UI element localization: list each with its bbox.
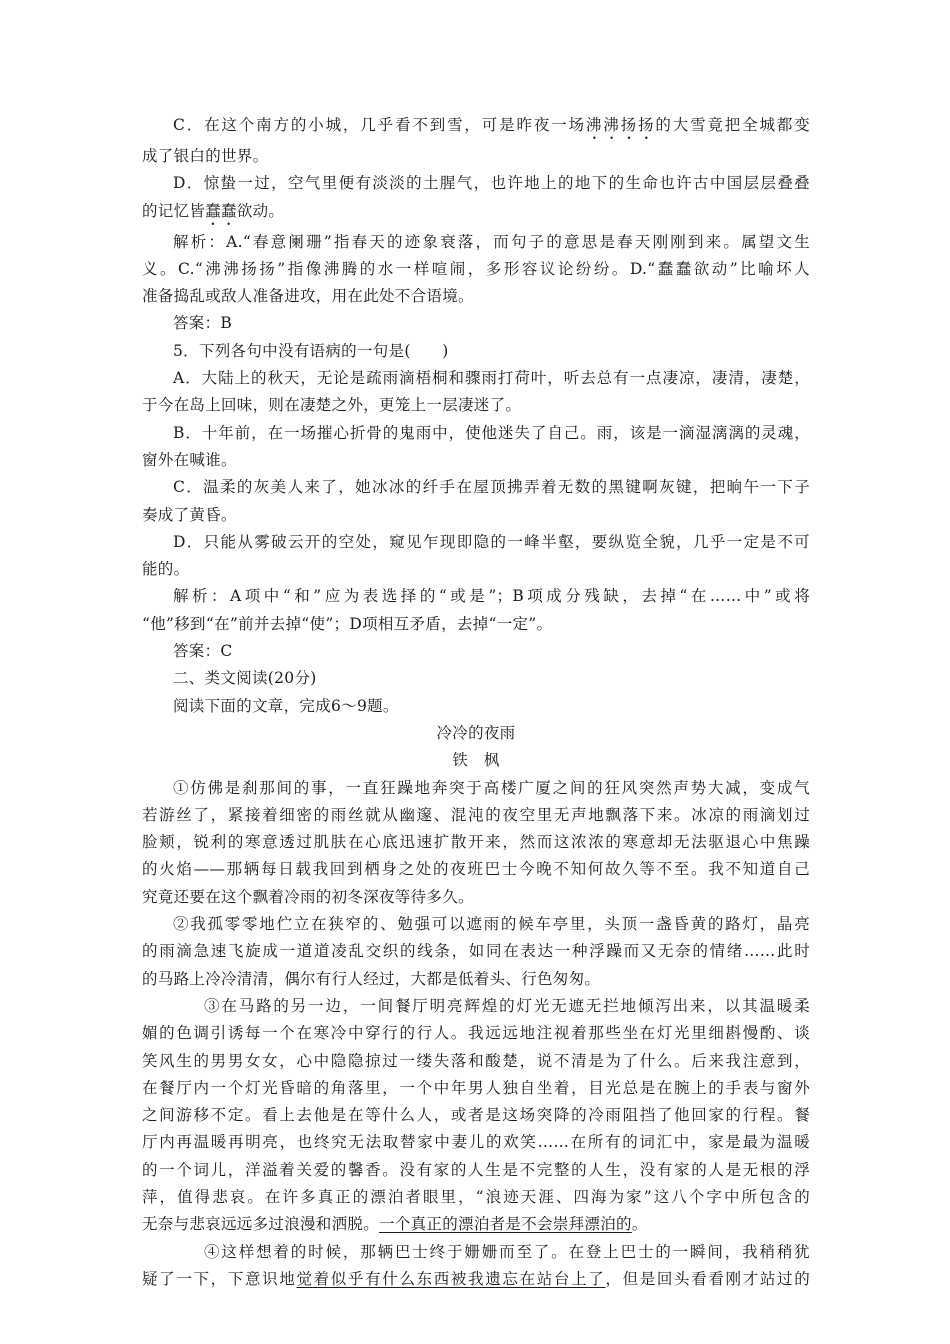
q5-option-d: D．只能从雾破云开的空处，窥见乍现即隐的一峰半壑，要纵览全貌，几乎一定是不可 能的。 [142,532,810,579]
q4-option-c-line2: 成了银白的世界。 [142,147,269,165]
q5-answer: 答案：C [173,642,233,661]
q4-answer: 答案：B [173,314,233,333]
q4-option-c [142,112,810,170]
underlined-sentence: 一个真正的漂泊者是不会崇拜漂泊的 [379,1215,632,1234]
section-heading: 二、类文阅读(20分) [173,669,317,688]
article-author: 铁 枫 [452,751,500,770]
q4-option-d-line1: D．惊蛰一过，空气里便有淡淡的土腥气，也许地上的地下的生命也许古中国层层叠叠 [173,174,810,193]
dotted-word: 蠢蠢 [205,201,237,220]
article-paragraph-4: ④这样想着的时候，那辆巴士终于姗姗而至了。在登上巴士的一瞬间，我稍稍犹 疑了一下，下意识地觉着似乎有什么东西被我遗忘在站台上了，但是回头看看刚才站过的 [142,1239,810,1294]
article-paragraph-2: ②我孤零零地伫立在狭窄的、勉强可以遮雨的候车亭里，头顶一盏昏黄的路灯，晶亮 的雨滴急速飞旋成一道道凌乱交织的线条，如同在表达一种浮躁而又无奈的情绪……此时 的马路上冷冷清清，偶尔有行人经过，大都是低着头、行色匆匆。 [142,915,810,988]
q5-option-a: A．大陆上的秋天，无论是疏雨滴梧桐和骤雨打荷叶，听去总有一点凄凉，凄清，凄楚， 于今在岛上回味，则在凄楚之外，更笼上一层凄迷了。 [142,369,810,415]
article-paragraph-3: ③在马路的另一边，一间餐厅明亮辉煌的灯光无遮无拦地倾泻出来，以其温暖柔 媚的色调引诱每一个在寒冷中穿行的行人。我远远地注视着那些坐在灯光里细斟慢酌、谈 笑风生的男男女女，心中隐隐掠过一缕失落和酸楚，说不清是为了什么。后来我注意到， 在餐厅内一个灯光昏暗的角落里，一个中年男人独自坐着，目光总是在腕上的手表与窗外 之间游移不定。看上去他是在等什么人，或者是这场突降的冷雨阻挡了他回家的行程。餐 厅内再温暖再明亮，也终究无法取替家中妻儿的欢笑……在所有的词汇中，家是最为温暖 的一个词儿，洋溢着关爱的馨香。没有家的人生是不完整的人生，没有家的人是无根的浮 萍，值得悲哀。在许多真正的漂泊者眼里，“浪迹天涯、四海为家”这八个字中所包含的 无奈与悲哀远远多过浪漫和洒脱。一个真正的漂泊者是不会崇拜漂泊的。 [142,993,810,1239]
underlined-sentence: 觉着似乎有什么东西被我遗忘在站台上了 [296,1269,606,1288]
q4-option-d-line2: 的记忆皆蠢蠢欲动。 [142,201,285,220]
q4-analysis: 解析：A.“春意阑珊”指春天的迹象衰落，而句子的意思是春天刚刚到来。属望文生 义。C.“沸沸扬扬”指像沸腾的水一样喧闹，多形容议论纷纷。D.“蠢蠢欲动”比喻坏人 准备捣乱或敌人准备进攻，用在此处不合语境。 [142,232,810,306]
q5-stem: 5．下列各句中没有语病的一句是( ) [173,341,449,360]
q4-option-d [142,170,810,228]
q5-option-b: B．十年前，在一场摧心折骨的鬼雨中，使他迷失了自己。雨，该是一滴湿漓漓的灵魂， 窗外在喊谁。 [142,423,810,469]
q5-option-c: C．温柔的灰美人来了，她冰冰的纤手在屋顶拂弄着无数的黑键啊灰键，把晌午一下子 奏成了黄昏。 [142,478,810,524]
document-page [142,112,810,1293]
paragraph-3-last-line: 无奈与悲哀远远多过浪漫和洒脱。一个真正的漂泊者是不会崇拜漂泊的。 [142,1215,648,1234]
article-paragraph-1: ①仿佛是刹那间的事，一直狂躁地奔突于高楼广厦之间的狂风突然声势大减，变成气 若游丝了，紧接着细密的雨丝就从幽邃、混沌的夜空里无声地飘落下来。冰凉的雨滴划过 脸颊，锐利的寒意透过肌肤在心底迅速扩散开来，然而这浓浓的寒意却无法驱退心中焦躁 的火焰——那辆每日载我回到栖身之处的夜班巴士今晚不知何故久等不至。我不知道自己 究竟还要在这个飘着冷雨的初冬深夜等待多久。 [142,778,810,906]
q4-option-c-line1: C．在这个南方的小城，几乎看不到雪，可是昨夜一场沸沸扬扬的大雪竟把全城都变 [173,116,811,134]
article-title: 冷冷的夜雨 [436,723,516,742]
reading-instruction: 阅读下面的文章，完成6～9题。 [173,696,399,715]
paragraph-4-line-2: 疑了一下，下意识地觉着似乎有什么东西被我遗忘在站台上了，但是回头看看刚才站过的 [142,1269,810,1288]
dotted-word: 沸沸扬扬 [585,116,656,134]
q5-analysis: 解析：A项中“和”应为表选择的“或是”；B项成分残缺，去掉“在……中”或将 “他”移到“在”前并去掉“使”；D项相互矛盾，去掉“一定”。 [142,587,810,633]
